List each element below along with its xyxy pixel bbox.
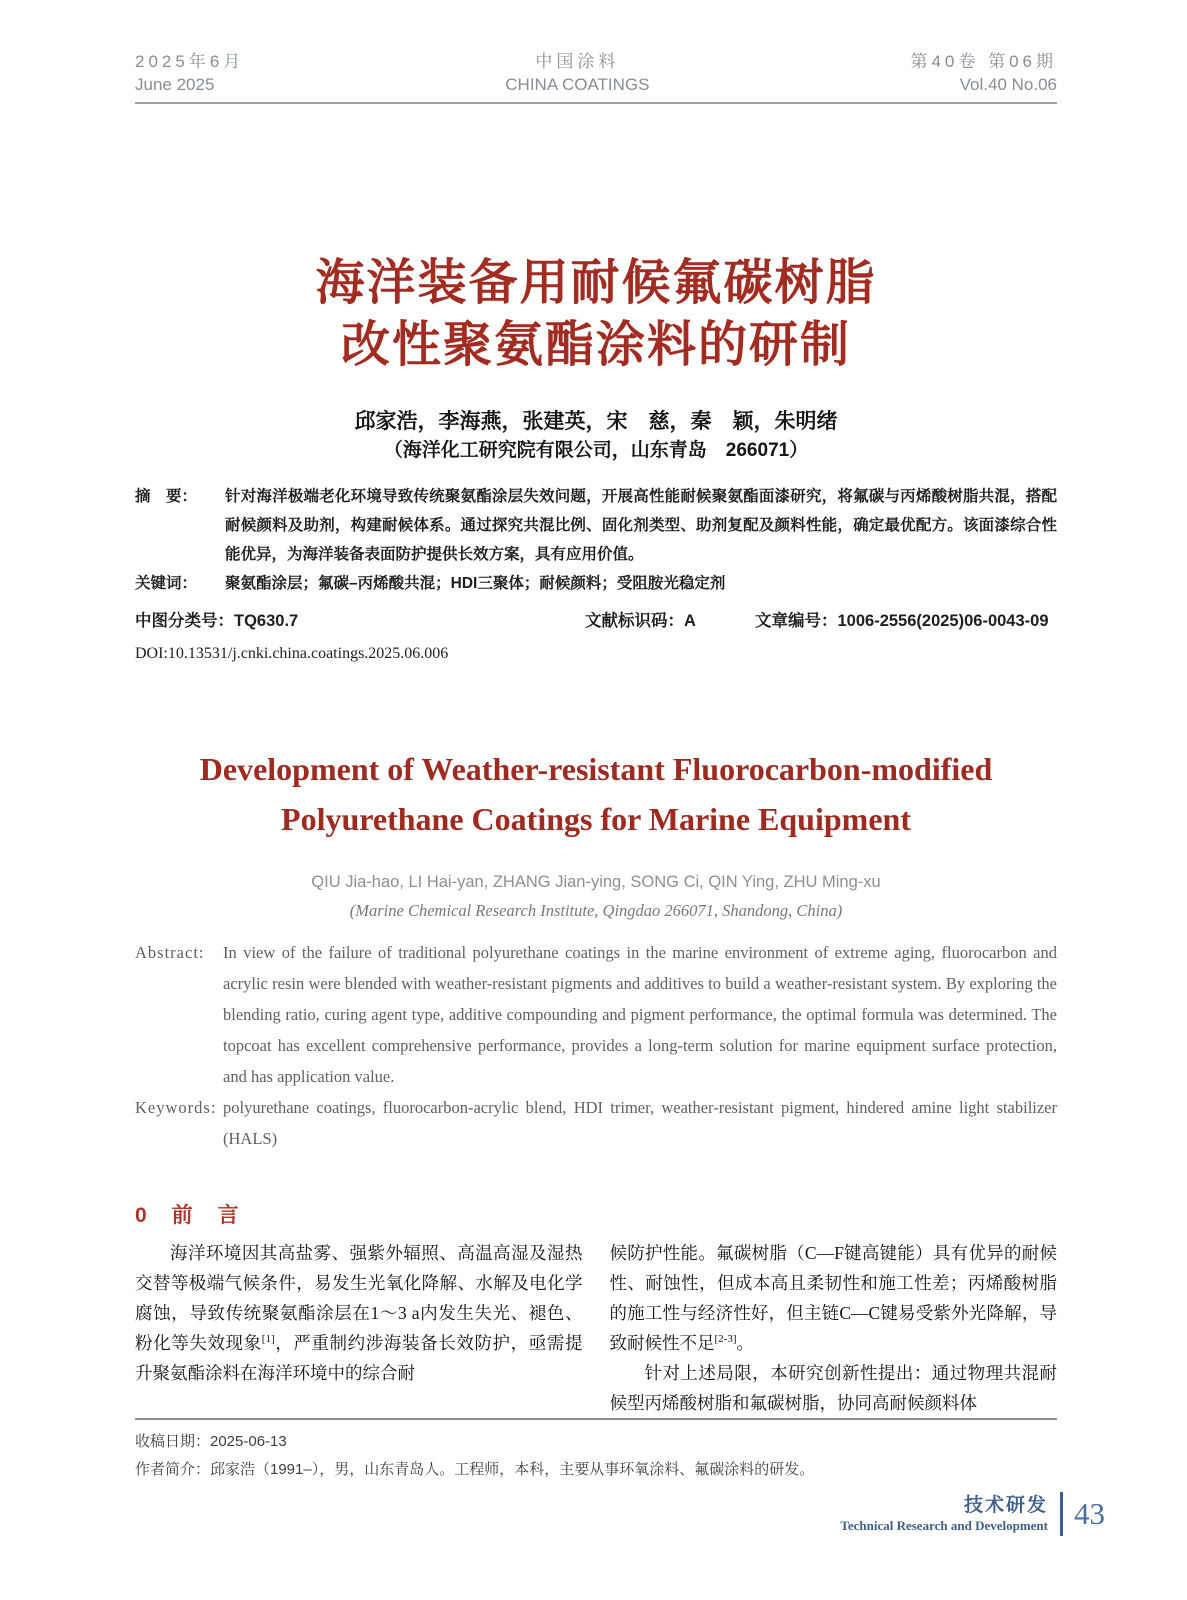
keywords-en xyxy=(135,1092,1057,1154)
footnote-block xyxy=(135,1418,1057,1484)
page-footer xyxy=(840,1492,1105,1536)
body-column-left xyxy=(135,1202,583,1418)
abstract-cn xyxy=(135,482,1057,569)
issue-date xyxy=(135,50,244,96)
section-0-heading: 0 前 言 xyxy=(135,1204,241,1227)
volume-issue-en: Vol.40 No.06 xyxy=(959,75,1057,94)
intro-right1-text-2: 。 xyxy=(736,1333,754,1353)
article-title-en xyxy=(135,744,1057,844)
intro-left-text-1: 海洋环境因其高盐雾、强紫外辐照、高温高湿及湿热交替等极端气候条件，易发生光氧化降解、水解及电化学腐蚀，导致传统聚氨酯涂层在1～3 a内发生失光、褪色、粉化等失效现象 xyxy=(135,1243,583,1353)
keywords-en-text: polyurethane coatings, fluorocarbon-acrylic blend, HDI trimer, weather-resistant pigment, hindered amine light stabilizer (HALS) xyxy=(223,1098,1057,1149)
keywords-en-label: Keywords: xyxy=(135,1098,217,1118)
citation-ref-1: [1] xyxy=(261,1333,275,1346)
article-title-cn-line2: 改性聚氨酯涂料的研制 xyxy=(340,318,851,372)
journal-name-en: CHINA COATINGS xyxy=(505,75,650,94)
journal-name-cn: 中国涂料 xyxy=(535,52,620,71)
intro-paragraph-left xyxy=(135,1238,583,1388)
footer-section-cn: 技术研发 xyxy=(963,1494,1048,1516)
article-title-cn xyxy=(135,252,1057,376)
citation-ref-2-3: [2-3] xyxy=(714,1333,737,1346)
abstract-cn-text: 针对海洋极端老化环境导致传统聚氨酯涂层失效问题，开展高性能耐候聚氨酯面漆研究，将氟碳与丙烯酸树脂共混，搭配耐候颜料及助剂，构建耐候体系。通过探究共混比例、固化剂类型、助剂复配及颜料性能，确定最优配方。该面漆综合性能优异，为海洋装备表面防护提供长效方案，具有应用价值。 xyxy=(225,487,1057,563)
body-column-right xyxy=(610,1202,1058,1418)
clc-number: 中图分类号：TQ630.7 xyxy=(135,611,299,630)
keywords-cn-text: 聚氨酯涂层；氟碳–丙烯酸共混；HDI三聚体；耐候颜料；受阻胺光稳定剂 xyxy=(225,574,726,592)
affiliation-cn: （海洋化工研究院有限公司，山东青岛 266071） xyxy=(383,439,809,461)
document-code: 文献标识码：A xyxy=(585,611,696,630)
intro-left-text-2: ，严重制约涉海装备长效防护，亟需提升聚氨酯涂料在海洋环境中的综合耐 xyxy=(135,1333,583,1383)
keywords-cn-label: 关键词： xyxy=(135,574,198,592)
intro-paragraph-right-2: 针对上述局限，本研究创新性提出：通过物理共混耐候型丙烯酸树脂和氟碳树脂，协同高耐候颜料体 xyxy=(609,1363,1057,1413)
body-columns xyxy=(135,1202,1057,1418)
volume-issue xyxy=(910,50,1057,96)
journal-name xyxy=(505,50,649,96)
abstract-en-text: In view of the failure of traditional polyurethane coatings in the marine environment of extreme aging, fluorocarbon and acrylic resin were blended with weather-resistant pigments and additives to build a weather-resistant system. By exploring the blending ratio, curing agent type, additive compounding and pigment performance, the optimal formula was determined. The topcoat has excellent comprehensive performance, provides a long-term solution for marine equipment surface protection, and has application value. xyxy=(223,943,1057,1087)
abstract-en xyxy=(135,937,1057,1092)
authors-cn: 邱家浩，李海燕，张建英，宋 慈，秦 颖，朱明绪 xyxy=(354,409,838,433)
page-number: 43 xyxy=(1074,1496,1105,1531)
article-title-cn-line1: 海洋装备用耐候氟碳树脂 xyxy=(315,256,877,310)
intro-paragraph-right-1 xyxy=(610,1238,1058,1358)
abstract-cn-label: 摘 要： xyxy=(135,487,198,505)
volume-issue-cn: 第40卷 第06期 xyxy=(910,52,1057,71)
intro-right1-text-1: 候防护性能。氟碳树脂（C—F键高键能）具有优异的耐候性、耐蚀性，但成本高且柔韧性和施工性差；丙烯酸树脂的施工性与经济性好，但主链C—C键易受紫外光降解，导致耐候性不足 xyxy=(609,1243,1057,1353)
author-bio: 作者简介：邱家浩（1991–），男，山东青岛人。工程师，本科，主要从事环氧涂料、氟碳涂料的研发。 xyxy=(135,1461,815,1478)
authors-en: QIU Jia-hao, LI Hai-yan, ZHANG Jian-ying, SONG Ci, QIN Ying, ZHU Ming-xu xyxy=(311,873,881,892)
classification-row xyxy=(135,608,1057,634)
doi: DOI:10.13531/j.cnki.china.coatings.2025.06.006 xyxy=(135,644,449,662)
article-title-en-line1: Development of Weather-resistant Fluorocarbon-modified xyxy=(199,750,993,787)
received-date: 收稿日期：2025-06-13 xyxy=(135,1433,287,1450)
issue-date-en: June 2025 xyxy=(135,75,215,94)
affiliation-en: (Marine Chemical Research Institute, Qingdao 266071, Shandong, China) xyxy=(349,901,843,921)
footer-divider-bar xyxy=(1060,1492,1063,1536)
footer-section-name xyxy=(840,1495,1048,1534)
journal-running-head xyxy=(135,50,1057,104)
keywords-cn xyxy=(135,569,1057,598)
issue-date-cn: 2025年6月 xyxy=(135,52,245,71)
article-title-en-line2: Polyurethane Coatings for Marine Equipment xyxy=(281,800,911,837)
footer-section-en: Technical Research and Development xyxy=(840,1517,1048,1533)
article-number: 文章编号：1006-2556(2025)06-0043-09 xyxy=(755,611,1049,630)
abstract-en-label: Abstract: xyxy=(135,943,205,963)
